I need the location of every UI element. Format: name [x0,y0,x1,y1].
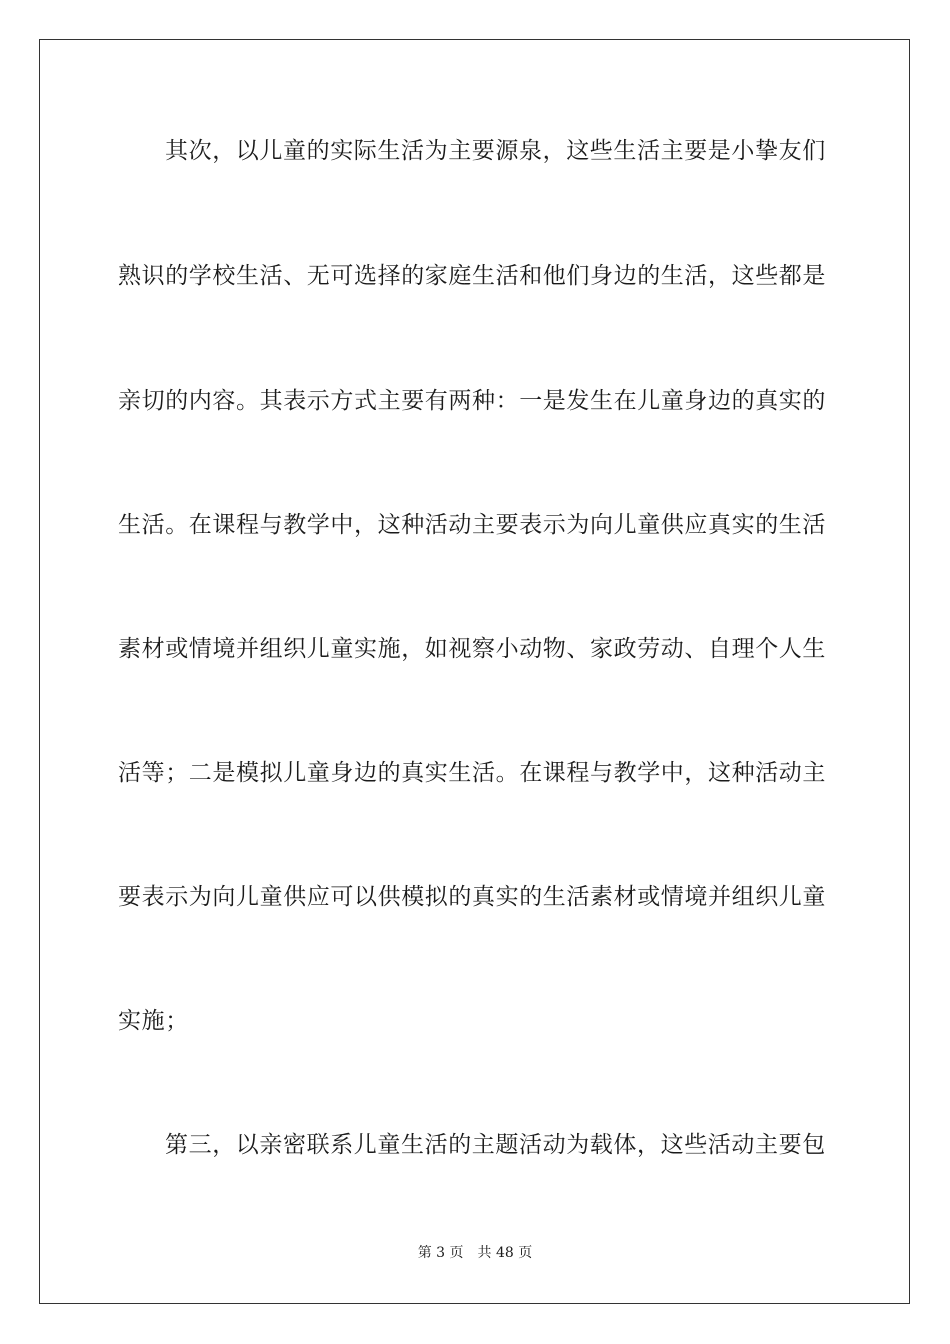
paragraph-line-8: 实施； [118,1008,189,1034]
page-footer [0,1242,950,1262]
paragraph-line-1: 其次，以儿童的实际生活为主要源泉，这些生活主要是小挚友们 [165,138,826,164]
paragraph-line-5: 素材或情境并组织儿童实施，如视察小动物、家政劳动、自理个人生 [118,636,826,662]
paragraph-line-9: 第三，以亲密联系儿童生活的主题活动为载体，这些活动主要包 [165,1132,826,1158]
page-border [39,39,910,1304]
paragraph-line-7: 要表示为向儿童供应可以供模拟的真实的生活素材或情境并组织儿童 [118,884,826,910]
paragraph-line-4: 生活。在课程与教学中，这种活动主要表示为向儿童供应真实的生活 [118,512,826,538]
paragraph-line-2: 熟识的学校生活、无可选择的家庭生活和他们身边的生活，这些都是 [118,263,826,289]
total-pages: 共 48 页 [477,1245,533,1261]
paragraph-line-6: 活等；二是模拟儿童身边的真实生活。在课程与教学中，这种活动主 [118,760,826,786]
paragraph-line-3: 亲切的内容。其表示方式主要有两种：一是发生在儿童身边的真实的 [118,388,826,414]
page-number: 第 3 页 [417,1245,464,1261]
